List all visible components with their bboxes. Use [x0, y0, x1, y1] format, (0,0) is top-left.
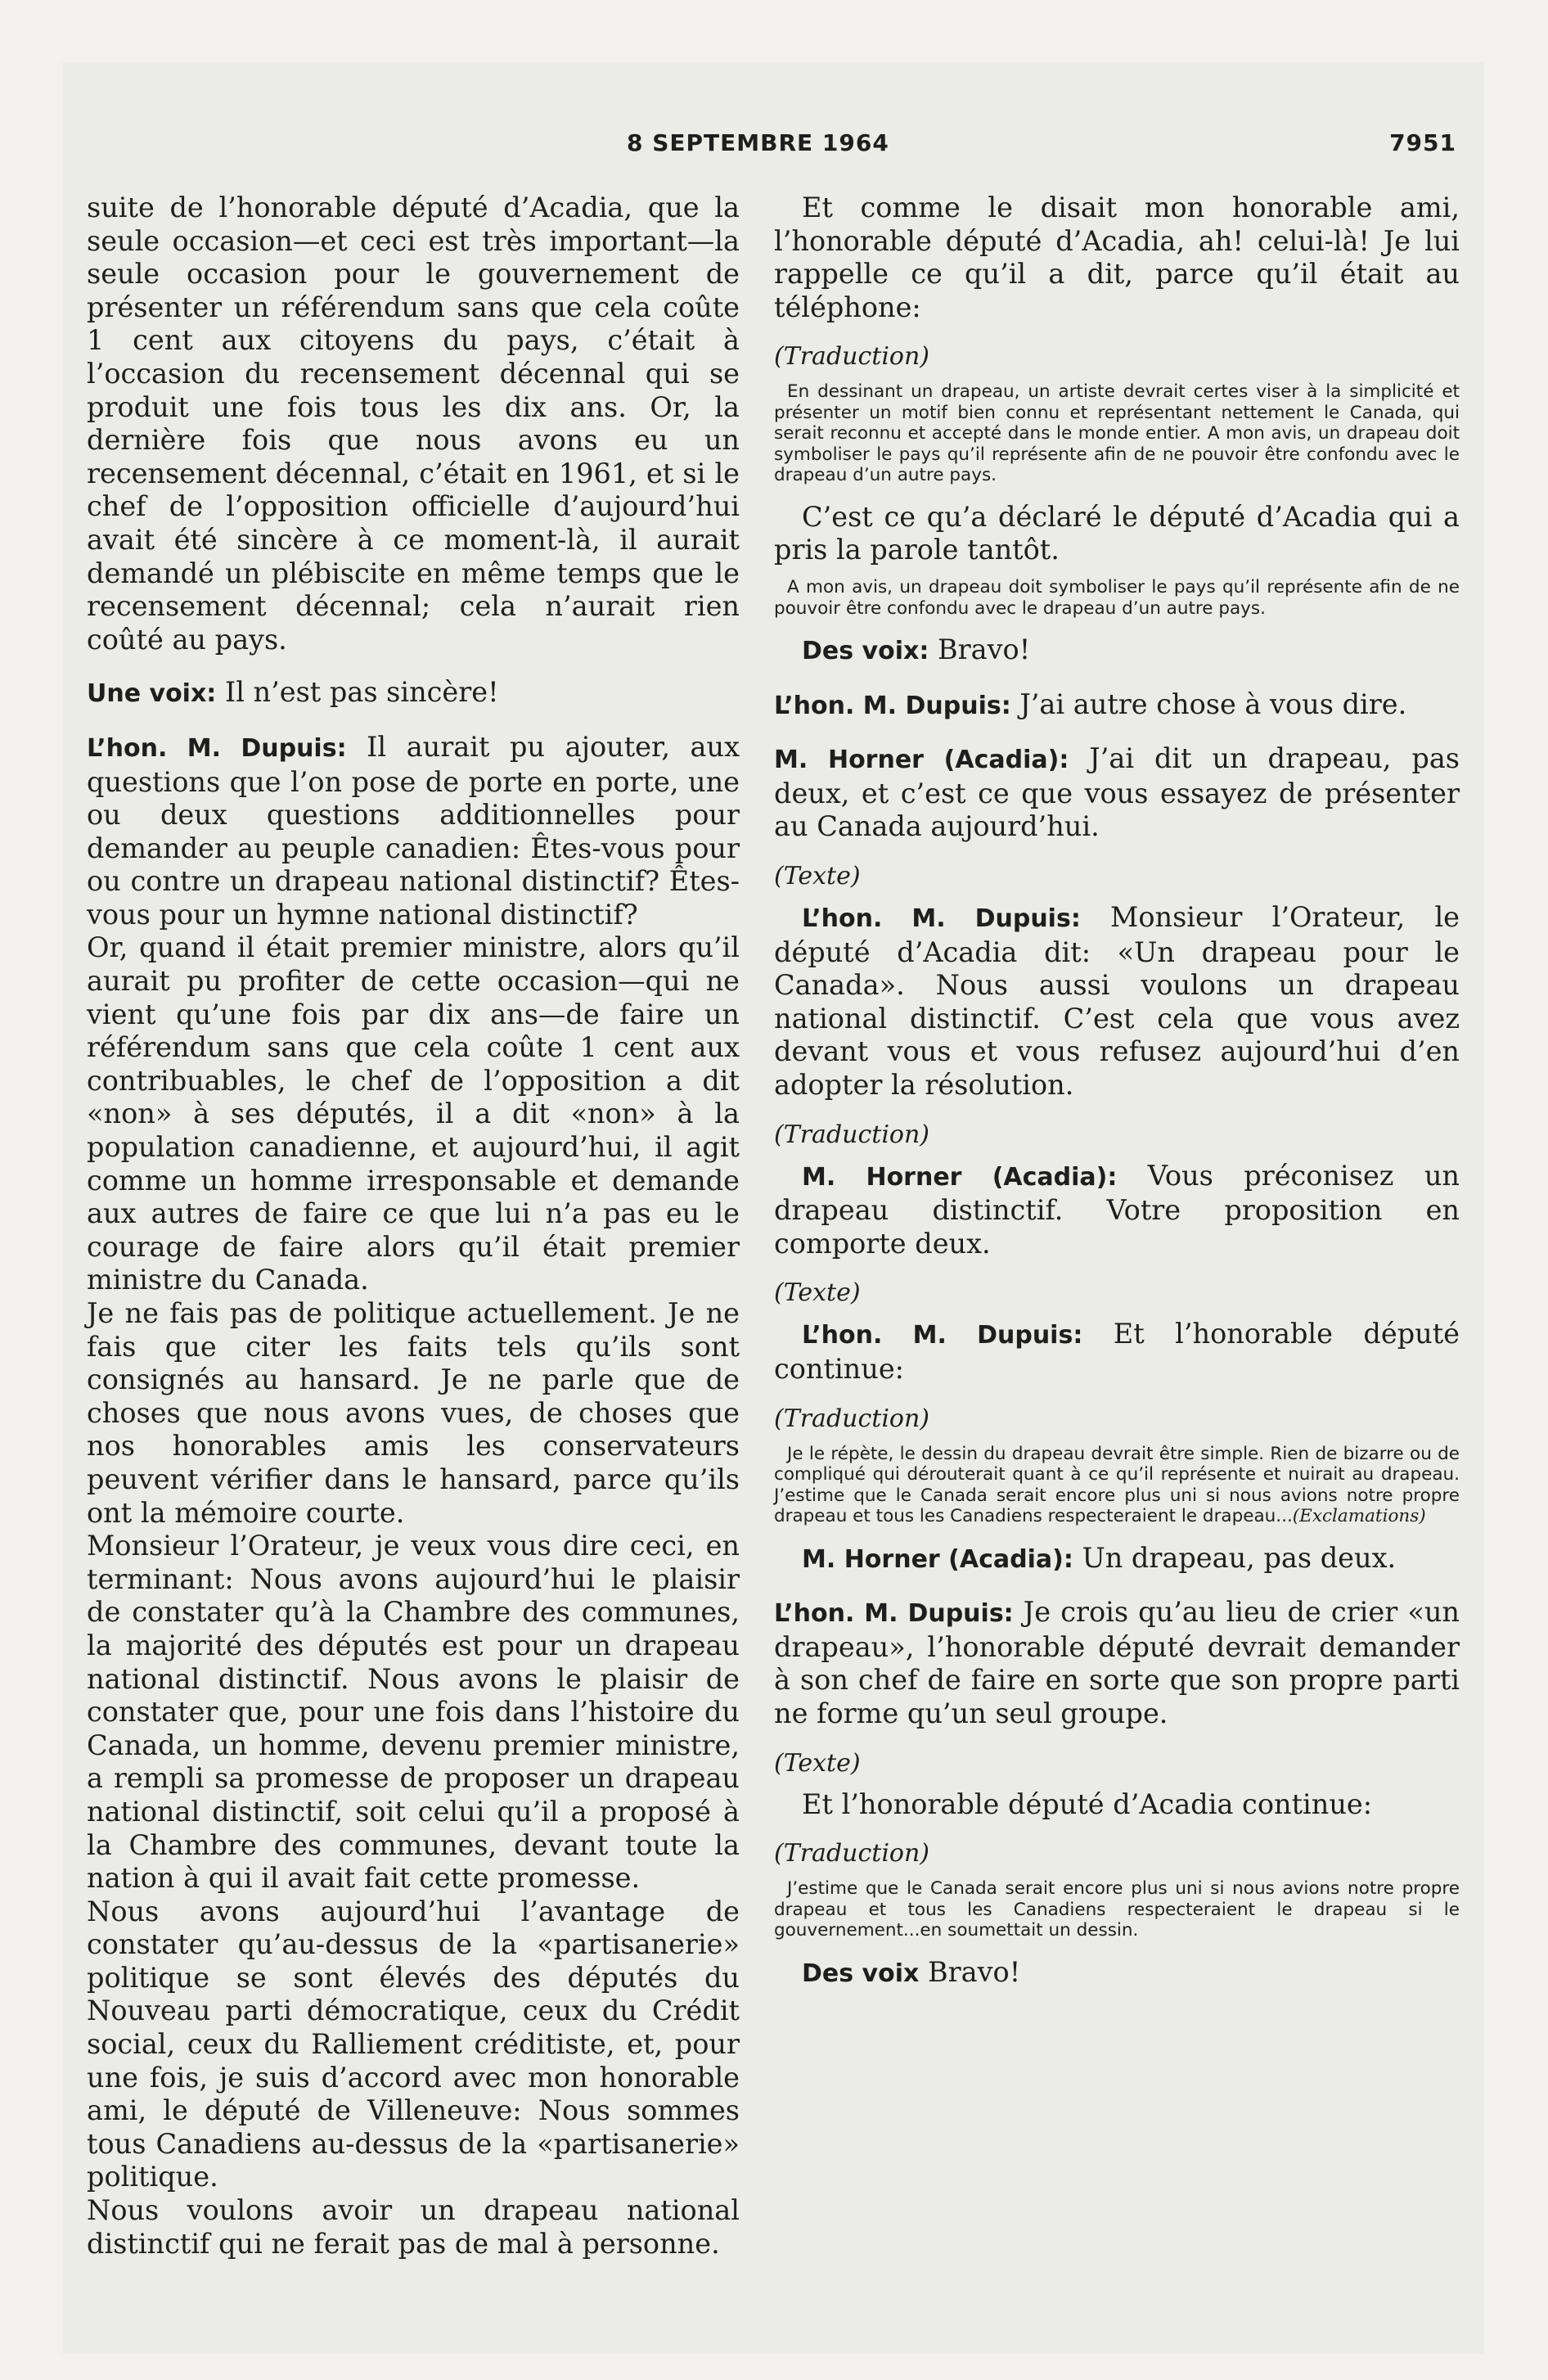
translation-label: (Traduction) — [774, 342, 930, 372]
speech-text: Un drapeau, pas deux. — [1073, 1541, 1397, 1574]
speech-turn — [774, 1318, 1460, 1386]
speech-text: Bravo! — [919, 1955, 1021, 1988]
hansard-page — [62, 62, 1484, 2354]
quoted-passage: J’estime que le Canada serait encore plus uni si nous avions notre propre drapeau et tous les Canadiens respecteraient le drapeau si le gouvernement...en soumettait un dessin. — [774, 1878, 1460, 1941]
speaker-name: L’hon. M. Dupuis: — [802, 904, 1081, 934]
quoted-passage: A mon avis, un drapeau doit symboliser le pays qu’il représente afin de ne pouvoir être confondu avec le drapeau d’un autre pays. — [774, 577, 1460, 619]
translation-label: (Traduction) — [774, 1120, 930, 1149]
speech-text: Vous préconisez un drapeau distinctif. Votre proposition en comporte deux. — [774, 1159, 1460, 1260]
quoted-passage — [774, 1444, 1460, 1527]
page-number: 7951 — [1389, 129, 1456, 156]
paragraph: C’est ce qu’a déclaré le député d’Acadia qui a pris la parole tantôt. — [774, 500, 1460, 566]
speech-turn — [774, 901, 1460, 1102]
speaker-name: L’hon. M. Dupuis: — [774, 691, 1011, 720]
text-label: (Texte) — [774, 1748, 861, 1778]
right-column — [774, 192, 1460, 1990]
speech-turn — [774, 1542, 1460, 1577]
speech-turn — [774, 1956, 1460, 1991]
speaker-name: L’hon. M. Dupuis: — [774, 1599, 1014, 1629]
speaker-name: M. Horner (Acadia): — [802, 1162, 1118, 1192]
speech-text: J’ai dit un drapeau, pas deux, et c’est ce que vous essayez de présenter au Canada aujourd’hui. — [774, 742, 1460, 843]
speaker-name: M. Horner (Acadia): — [802, 1544, 1073, 1574]
translation-label: (Traduction) — [774, 1839, 930, 1868]
paragraph: Je ne fais pas de politique actuellement. Je ne fais que citer les faits tels qu’ils sont consignés au hansard. Je ne parle que de choses que nous avons vues, de choses que nos honorables amis les conservateurs peuvent vérifier dans le hansard, parce qu’ils ont la mémoire courte. — [87, 1297, 740, 1529]
speech-text: Monsieur l’Orateur, le député d’Acadia dit: «Un drapeau pour le Canada». Nous aussi voulons un drapeau national distinctif. C’est cela que vous avez devant vous et vous refusez aujourd’hui d’en adopter la résolution. — [774, 901, 1460, 1101]
speech-text: Je crois qu’au lieu de crier «un drapeau», l’honorable député devrait demander à son chef de faire en sorte que son propre parti ne forme qu’un seul groupe. — [774, 1596, 1460, 1729]
speech-turn — [87, 676, 740, 711]
translation-label: (Traduction) — [774, 1404, 930, 1433]
paragraph: Nous voulons avoir un drapeau national distinctif qui ne ferait pas de mal à personne. — [87, 2194, 740, 2260]
speaker-name: L’hon. M. Dupuis: — [802, 1321, 1083, 1350]
page-header — [62, 129, 1484, 170]
speaker-name: L’hon. M. Dupuis: — [87, 733, 347, 763]
speech-turn — [87, 731, 740, 932]
speech-turn — [774, 1596, 1460, 1730]
speech-text: Il aurait pu ajouter, aux questions que l’on pose de porte en porte, une ou deux questions additionnelles pour demander au peuple canadien: Êtes-vous pour ou contre un drapeau national distinctif? Êtes-vous pour un hymne national distinctif? — [87, 730, 740, 931]
quote-italic: (Exclamations) — [1292, 1506, 1426, 1527]
paragraph: Or, quand il était premier ministre, alors qu’il aurait pu profiter de cette occasion—qui ne vient qu’une fois par dix ans—de faire un référendum sans que cela coûte 1 cent aux contribuables, le chef de l’opposition a dit «non» à ses députés, il a dit «non» à la population canadienne, et aujourd’hui, il agit comme un homme irresponsable et demande aux autres de faire ce que lui n’a pas eu le courage de faire alors qu’il était premier ministre du Canada. — [87, 931, 740, 1296]
speech-turn — [774, 633, 1460, 669]
speech-text: J’ai autre chose à vous dire. — [1010, 687, 1407, 720]
speech-text: Et l’honorable député continue: — [774, 1318, 1460, 1385]
paragraph: Nous avons aujourd’hui l’avantage de constater qu’au-dessus de la «partisanerie» politique se sont élevés des députés du Nouveau parti démocratique, ceux du Crédit social, ceux du Ralliement créditiste, et, pour une fois, je suis d’accord avec mon honorable ami, le député de Villeneuve: Nous sommes tous Canadiens au-dessus de la «partisanerie» politique. — [87, 1895, 740, 2193]
speaker-name: Une voix: — [87, 679, 217, 709]
quote-text: Je le répète, le dessin du drapeau devrait être simple. Rien de bizarre ou de compliqué qui dérouterait quant à ce qu’il représente et nuirait au drapeau. J’estime que le Canada serait encore plus uni si nous avions notre propre drapeau et tous les Canadiens respecteraient le drapeau... — [774, 1443, 1460, 1527]
paragraph: suite de l’honorable député d’Acadia, que la seule occasion—et ceci est très important—la seule occasion pour le gouvernement de présenter un référendum sans que cela coûte 1 cent aux citoyens du pays, c’était à l’occasion du recensement décennal qui se produit une fois tous les dix ans. Or, la dernière fois que nous avons eu un recensement décennal, c’était en 1961, et si le chef de l’opposition officielle d’aujourd’hui avait été sincère à ce moment-là, il aurait demandé un plébiscite en même temps que le recensement décennal; cela n’aurait rien coûté au pays. — [87, 192, 740, 656]
speech-text: Bravo! — [929, 633, 1031, 666]
paragraph: Monsieur l’Orateur, je veux vous dire ceci, en terminant: Nous avons aujourd’hui le plaisir de constater qu’à la Chambre des communes, la majorité des députés est pour un drapeau national distinctif. Nous avons le plaisir de constater que, pour une fois dans l’histoire du Canada, un homme, devenu premier ministre, a rempli sa promesse de proposer un drapeau national distinctif, soit celui qu’il a proposé à la Chambre des communes, devant toute la nation à qui il avait fait cette promesse. — [87, 1530, 740, 1895]
text-label: (Texte) — [774, 1278, 861, 1308]
speaker-name: M. Horner (Acadia): — [774, 746, 1069, 775]
header-date: 8 SEPTEMBRE 1964 — [627, 129, 889, 156]
quoted-passage: En dessinant un drapeau, un artiste devrait certes viser à la simplicité et présenter un motif bien connu et représentant nettement le Canada, qui serait reconnu et accepté dans le monde entier. A mon avis, un drapeau doit symboliser le pays qu’il représente afin de ne pouvoir être confondu avec le drapeau d’un autre pays. — [774, 381, 1460, 486]
speaker-name: Des voix — [802, 1959, 920, 1988]
paragraph: Et comme le disait mon honorable ami, l’honorable député d’Acadia, ah! celui-là! Je lui rappelle ce qu’il a dit, parce qu’il était au téléphone: — [774, 192, 1460, 323]
text-label: (Texte) — [774, 862, 861, 891]
left-column — [87, 192, 740, 2261]
speech-turn — [774, 688, 1460, 723]
paragraph: Et l’honorable député d’Acadia continue: — [802, 1787, 1373, 1820]
speech-text: Il n’est pas sincère! — [216, 676, 499, 709]
speech-turn — [774, 1160, 1460, 1261]
speech-turn — [774, 742, 1460, 844]
speaker-name: Des voix: — [802, 637, 929, 666]
